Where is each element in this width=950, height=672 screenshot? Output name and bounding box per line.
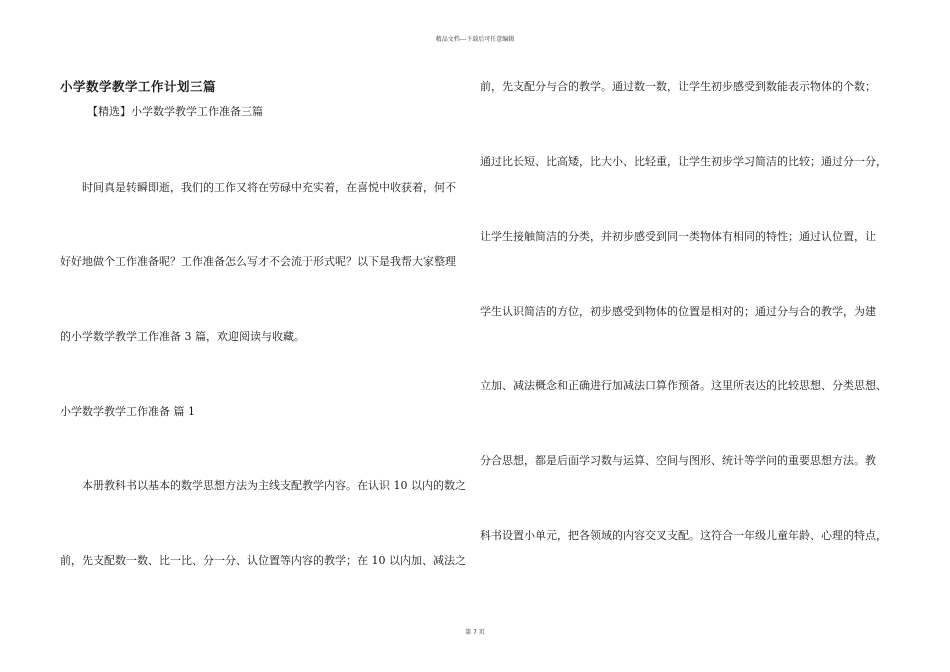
document-subtitle: 【精选】小学数学教学工作准备三篇: [87, 105, 263, 118]
paragraph-line: 时间真是转瞬即逝，我们的工作又将在劳碌中充实着，在喜悦中收获着，何不: [82, 181, 456, 194]
paragraph-line: 科书设置小单元，把各领域的内容交叉支配。这符合一年级儿童年龄、心理的特点，: [480, 529, 887, 542]
paragraph-line: 让学生接触简洁的分类，并初步感受到同一类物体有相同的特性；通过认位置，让: [480, 230, 876, 243]
paragraph-line: 分合思想，都是后面学习数与运算、空间与图形、统计等学问的重要思想方法。教: [480, 454, 876, 467]
paragraph-line: 前，先支配数一数、比一比、分一分、认位置等内容的教学；在 10 以内加、减法之: [60, 554, 466, 567]
paragraph-line: 立加、减法概念和正确进行加减法口算作预备。这里所表达的比较思想、分类思想、: [480, 379, 887, 392]
paragraph-line: 好好地做个工作准备呢？工作准备怎么写才不会流于形式呢？以下是我帮大家整理: [60, 255, 456, 268]
paragraph-line: 本册教科书以基本的数学思想方法为主线支配教学内容。在认识 10 以内的数之: [82, 479, 466, 492]
paragraph-line: 前，先支配分与合的教学。通过数一数，让学生初步感受到数能表示物体的个数；: [480, 80, 876, 93]
paragraph-line: 的小学数学教学工作准备 3 篇，欢迎阅读与收藏。: [60, 330, 305, 343]
page-number: 第 7 页: [465, 629, 485, 636]
paragraph-line: 通过比长短、比高矮，比大小、比轻重，让学生初步学习简洁的比较；通过分一分，: [480, 155, 887, 168]
page-header: 精品文档---下载后可任意编辑: [435, 36, 515, 43]
section-heading: 小学数学教学工作准备 篇 1: [60, 405, 195, 418]
document-title: 小学数学教学工作计划三篇: [60, 79, 217, 94]
paragraph-line: 学生认识简洁的方位，初步感受到物体的位置是相对的；通过分与合的教学，为建: [480, 305, 876, 318]
